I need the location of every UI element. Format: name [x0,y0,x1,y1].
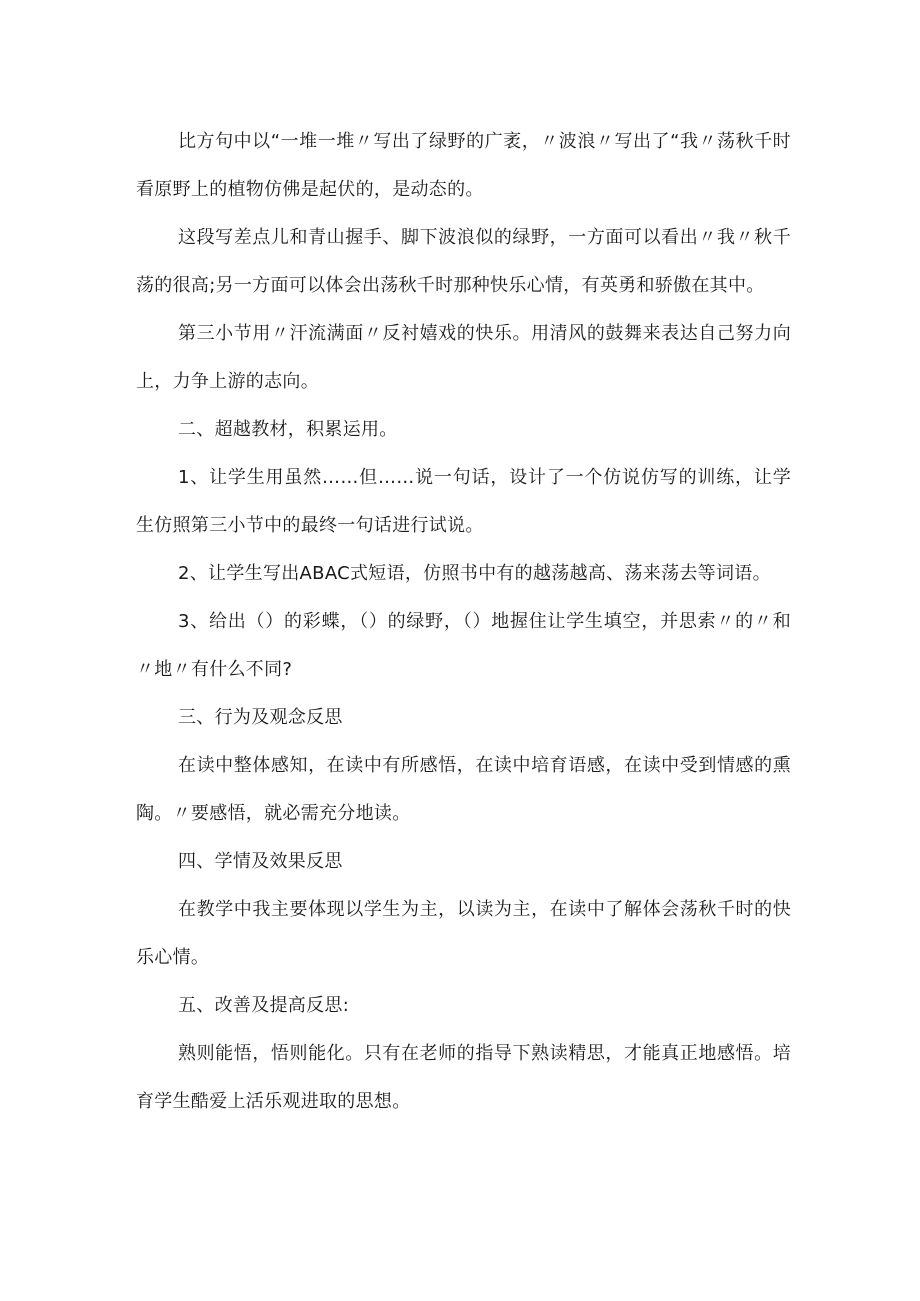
paragraph-6: 熟则能悟，悟则能化。只有在老师的指导下熟读精思，才能真正地感悟。培育学生酷爱上活乐观进取的思想。 [136,1043,791,1112]
section-heading-5: 五、改善及提高反思: [178,995,350,1016]
document-body [136,118,791,1126]
list-item-3: 3、给出（）的彩蝶，（）的绿野，（）地握住让学生填空，并思索〃的〃和〃地〃有什么不同? [136,611,791,680]
paragraph-1: 比方句中以“一堆一堆〃写出了绿野的广袤，〃波浪〃写出了“我〃荡秋千时看原野上的植物仿佛是起伏的，是动态的。 [136,131,791,200]
section-heading-3: 三、行为及观念反思 [178,707,343,728]
paragraph-2: 这段写差点儿和青山握手、脚下波浪似的绿野，一方面可以看出〃我〃秋千荡的很高;另一方面可以体会出荡秋千时那种快乐心情，有英勇和骄傲在其中。 [136,227,791,296]
paragraph-3: 第三小节用〃汗流满面〃反衬嬉戏的快乐。用清风的鼓舞来表达自己努力向上，力争上游的志向。 [136,323,791,392]
list-item-2: 2、让学生写出ABAC式短语，仿照书中有的越荡越高、荡来荡去等词语。 [178,563,771,584]
section-heading-2: 二、超越教材，积累运用。 [178,419,398,440]
paragraph-4: 在读中整体感知，在读中有所感悟，在读中培育语感，在读中受到情感的熏陶。〃要感悟，就必需充分地读。 [136,755,791,824]
section-heading-4: 四、学情及效果反思 [178,851,343,872]
list-item-1: 1、让学生用虽然……但……说一句话，设计了一个仿说仿写的训练，让学生仿照第三小节中的最终一句话进行试说。 [136,467,791,536]
paragraph-5: 在教学中我主要体现以学生为主，以读为主，在读中了解体会荡秋千时的快乐心情。 [136,899,791,968]
